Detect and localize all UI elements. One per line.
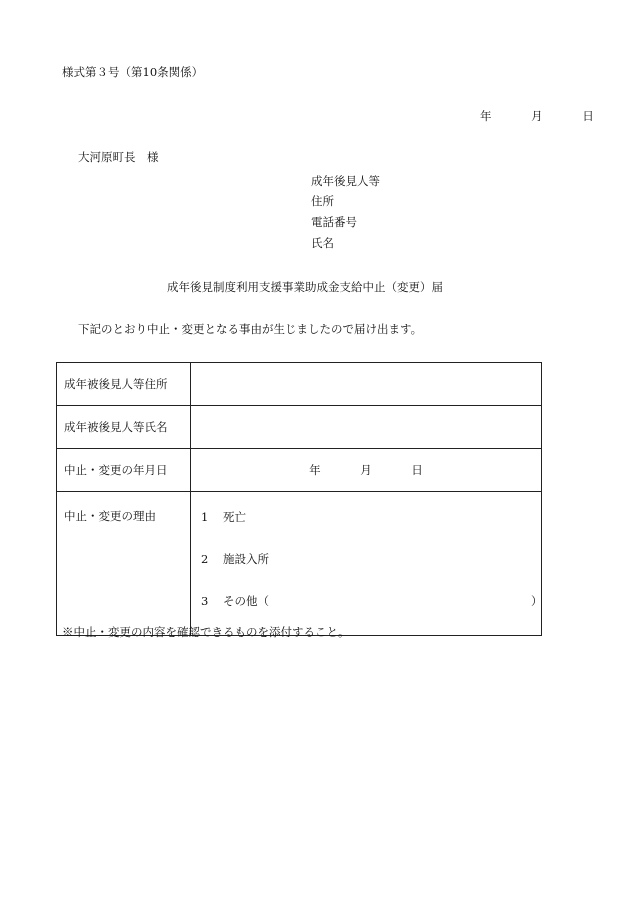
reason-option-other[interactable]: 3 その他（ bbox=[201, 594, 269, 608]
table-row bbox=[57, 492, 542, 636]
ward-address-field[interactable] bbox=[191, 363, 542, 406]
attachment-note: ※中止・変更の内容を確認できるものを添付すること。 bbox=[62, 625, 350, 639]
change-reason-field[interactable] bbox=[191, 492, 542, 636]
applicant-address-label: 住所 bbox=[311, 194, 334, 208]
table-row bbox=[57, 363, 542, 406]
ward-address-label: 成年被後見人等住所 bbox=[57, 363, 191, 406]
change-date-label: 中止・変更の年月日 bbox=[57, 449, 191, 492]
change-reason-label: 中止・変更の理由 bbox=[57, 492, 191, 636]
addressee: 大河原町長 様 bbox=[78, 150, 159, 164]
form-table bbox=[56, 362, 542, 636]
document-title: 成年後見制度利用支援事業助成金支給中止（変更）届 bbox=[167, 280, 443, 294]
table-row bbox=[57, 406, 542, 449]
submission-date bbox=[480, 111, 594, 123]
reason-option-facility[interactable]: 2 施設入所 bbox=[201, 552, 269, 566]
change-date-year: 年 bbox=[309, 463, 321, 477]
other-close-paren: ） bbox=[531, 594, 543, 608]
applicant-name-label: 氏名 bbox=[311, 236, 334, 250]
form-number: 様式第３号（第10条関係） bbox=[62, 65, 204, 79]
ward-name-label: 成年被後見人等氏名 bbox=[57, 406, 191, 449]
intro-text: 下記のとおり中止・変更となる事由が生じましたので届け出ます。 bbox=[78, 322, 423, 336]
date-year: 年 bbox=[480, 109, 492, 123]
change-date-day: 日 bbox=[411, 463, 423, 477]
date-day: 日 bbox=[582, 109, 594, 123]
ward-name-field[interactable] bbox=[191, 406, 542, 449]
table-row bbox=[57, 449, 542, 492]
applicant-phone-label: 電話番号 bbox=[311, 215, 357, 229]
applicant-heading: 成年後見人等 bbox=[311, 174, 380, 188]
change-date-field[interactable] bbox=[191, 449, 542, 492]
reason-option-death[interactable]: 1 死亡 bbox=[201, 510, 246, 524]
change-date-month: 月 bbox=[360, 463, 372, 477]
date-month: 月 bbox=[531, 109, 543, 123]
